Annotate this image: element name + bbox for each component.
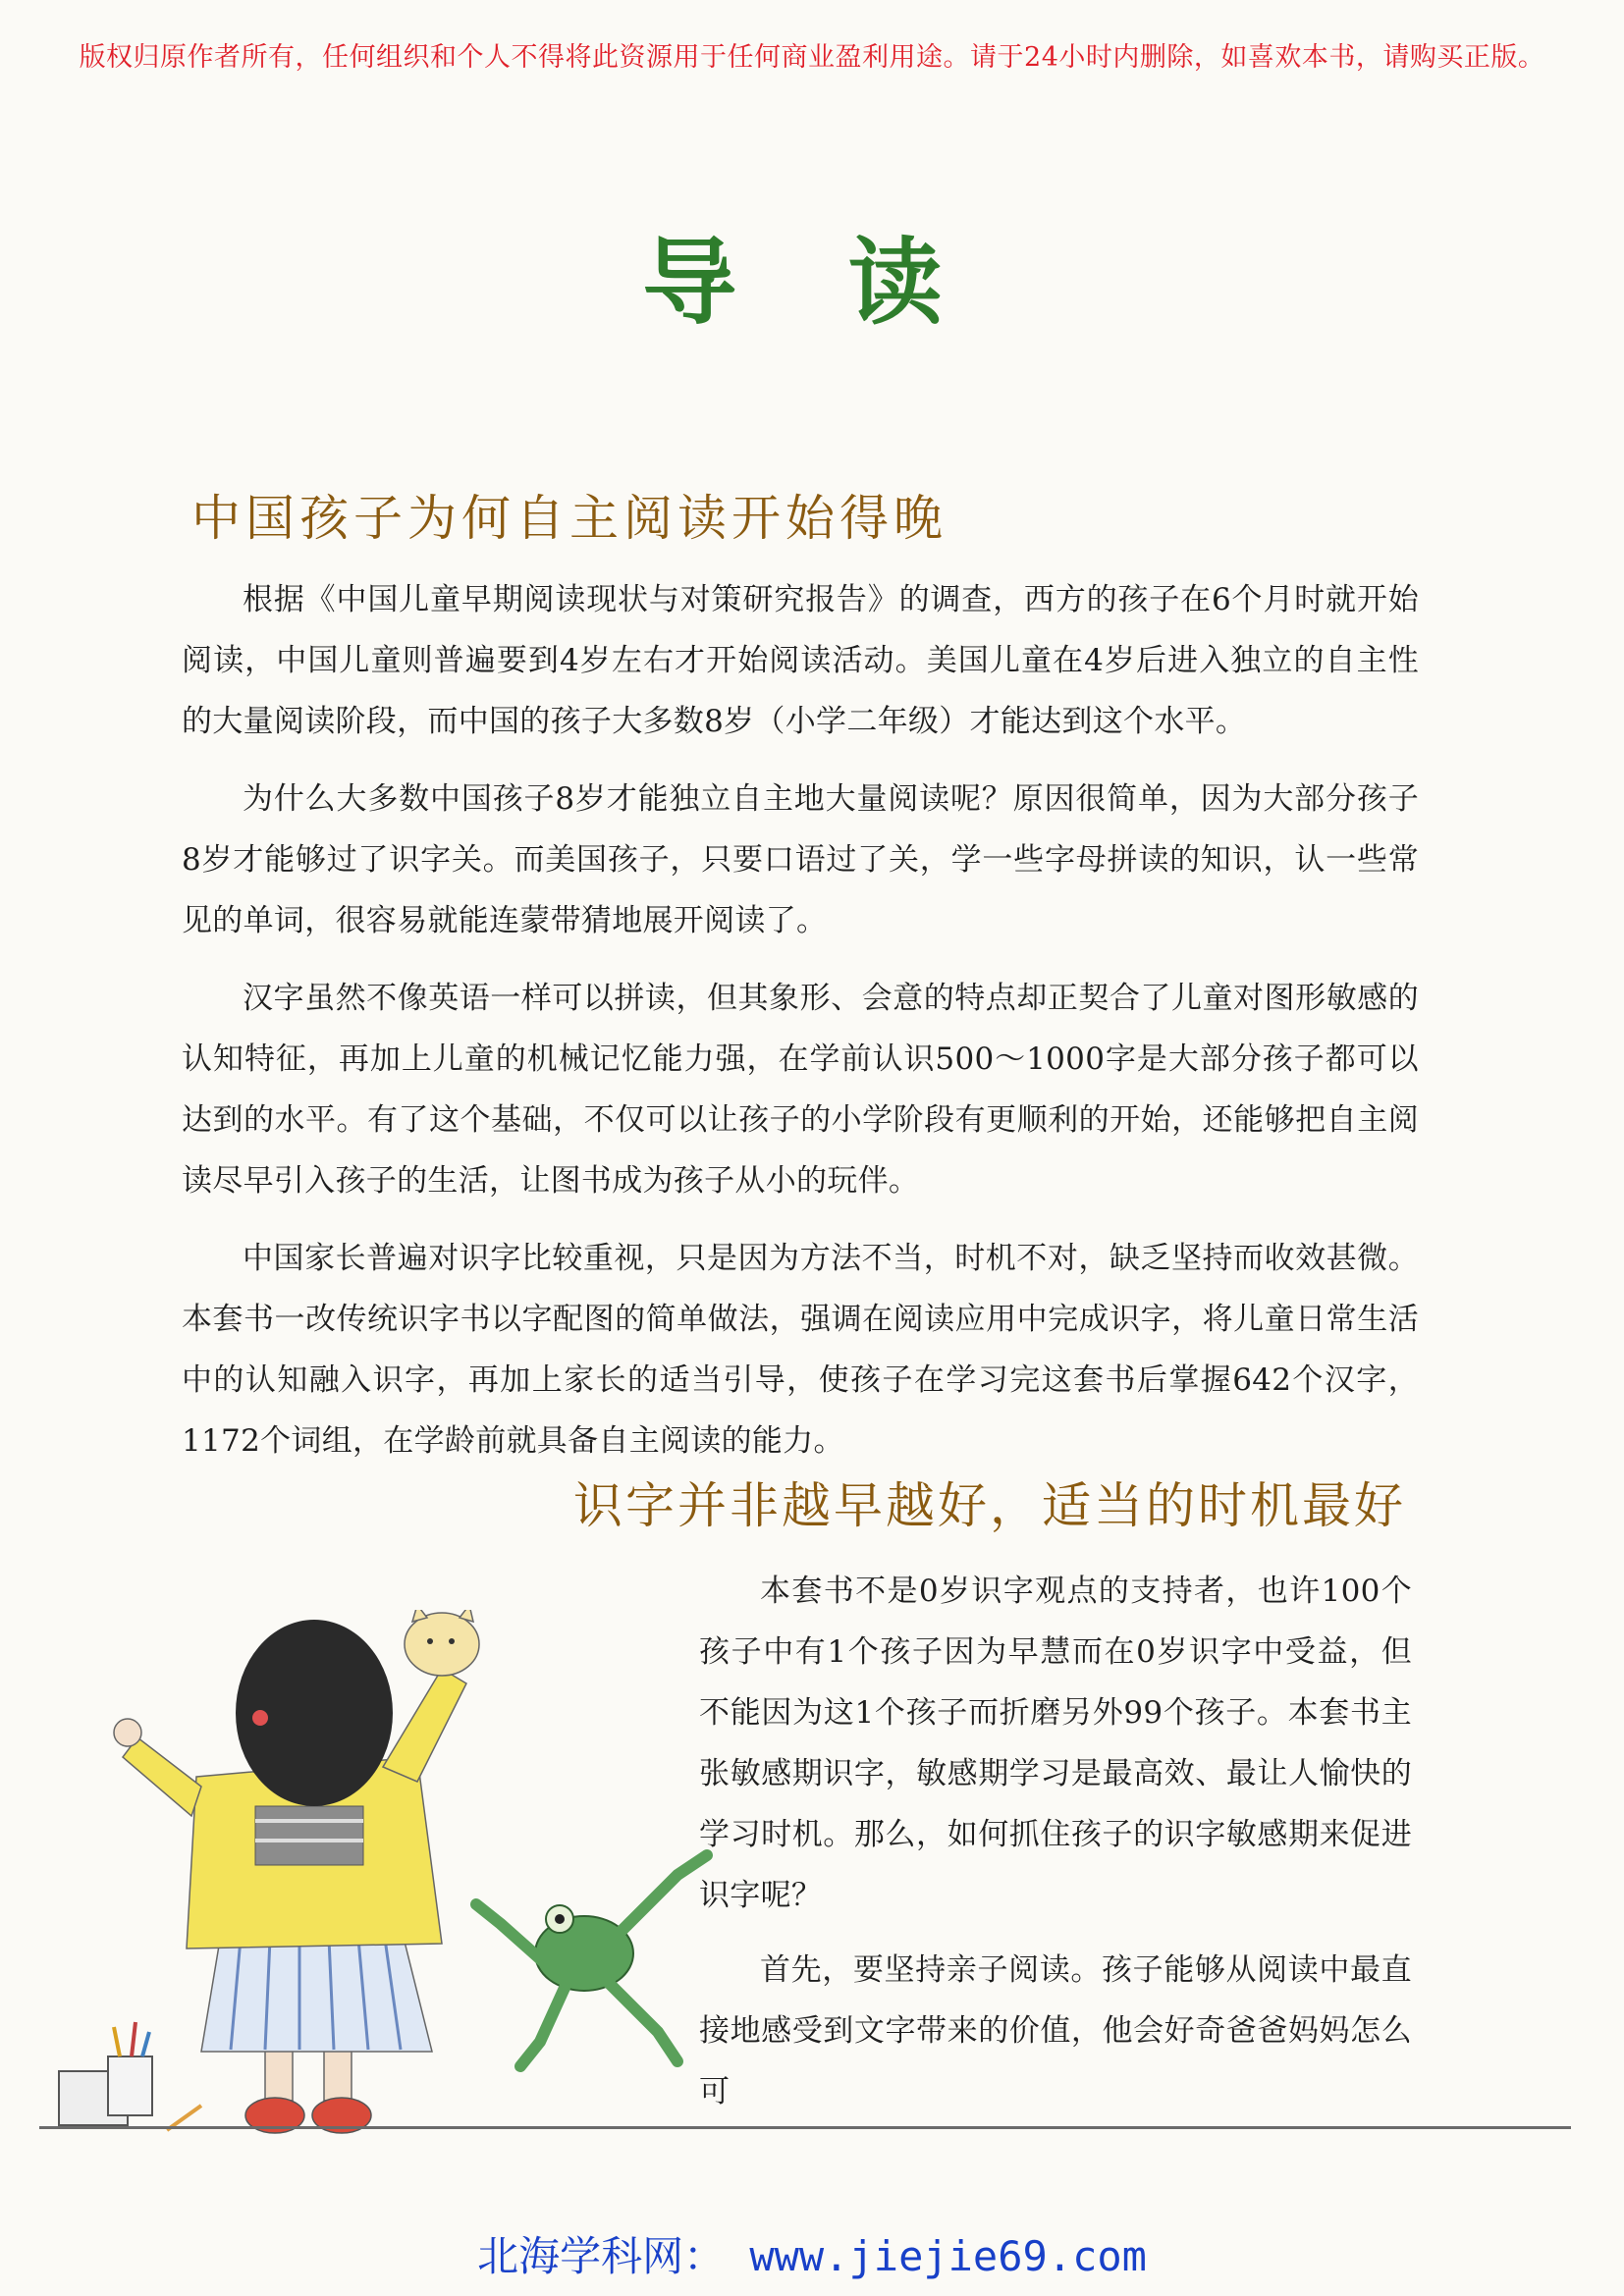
paragraph: 本套书不是0岁识字观点的支持者，也许100个孩子中有1个孩子因为早慧而在0岁识字中受益，但不能因为这1个孩子而折磨另外99个孩子。本套书主张敏感期识字，敏感期学习是最高效、最让人愉快的学习时机。那么，如何抓住孩子的识字敏感期来促进识字呢？ (699, 1574, 1412, 1913)
frog-icon (476, 1855, 707, 2066)
paragraph: 汉字虽然不像英语一样可以拼读，但其象形、会意的特点却正契合了儿童对图形敏感的认知特征，再加上儿童的机械记忆能力强，在学前认识500～1000字是大部分孩子都可以达到的水平。有了这个基础，不仅可以让孩子的小学阶段有更顺利的开始，还能够把自主阅读尽早引入孩子的生活，让图书成为孩子从小的玩伴。 (182, 981, 1419, 1199)
section-heading-2: 识字并非越早越好，适当的时机最好 (573, 1477, 1406, 1534)
paragraph: 中国家长普遍对识字比较重视，只是因为方法不当，时机不对，缺乏坚持而收效甚微。本套书一改传统识字书以字配图的简单做法，强调在阅读应用中完成识字，将儿童日常生活中的认知融入识字，再加上家长的适当引导，使孩子在学习完这套书后掌握642个汉字，1172个词组，在学龄前就具备自主阅读的能力。 (182, 1241, 1419, 1459)
section-1-body (182, 569, 1419, 1488)
section-2-body (699, 1561, 1412, 2136)
paragraph: 为什么大多数中国孩子8岁才能独立自主地大量阅读呢？原因很简单，因为大部分孩子8岁才能够过了识字关。而美国孩子，只要口语过了关，学一些字母拼读的知识，认一些常见的单词，很容易就能连蒙带猜地展开阅读了。 (182, 781, 1419, 938)
cat-icon (405, 1610, 479, 1676)
pencil-cup-icon (59, 2022, 201, 2130)
copyright-notice: 版权归原作者所有，任何组织和个人不得将此资源用于任何商业盈利用途。请于24小时内删除，如喜欢本书，请购买正版。 (79, 42, 1545, 73)
paragraph: 首先，要坚持亲子阅读。孩子能够从阅读中最直接地感受到文字带来的价值，他会好奇爸爸妈妈怎么可 (699, 1952, 1412, 2109)
section-heading-1: 中国孩子为何自主阅读开始得晚 (191, 490, 947, 547)
site-footer: 北海学科网： www.jiejie69.com (477, 2232, 1147, 2280)
paragraph: 根据《中国儿童早期阅读现状与对策研究报告》的调查，西方的孩子在6个月时就开始阅读，中国儿童则普遍要到4岁左右才开始阅读活动。美国儿童在4岁后进入独立的自主性的大量阅读阶段，而中国的孩子大多数8岁（小学二年级）才能达到这个水平。 (182, 582, 1419, 739)
girl-figure (114, 1620, 466, 2133)
page-title: 导 读 (642, 228, 982, 338)
ground-line (39, 2126, 1571, 2129)
girl-with-cat-and-frog-illustration (29, 1610, 776, 2179)
